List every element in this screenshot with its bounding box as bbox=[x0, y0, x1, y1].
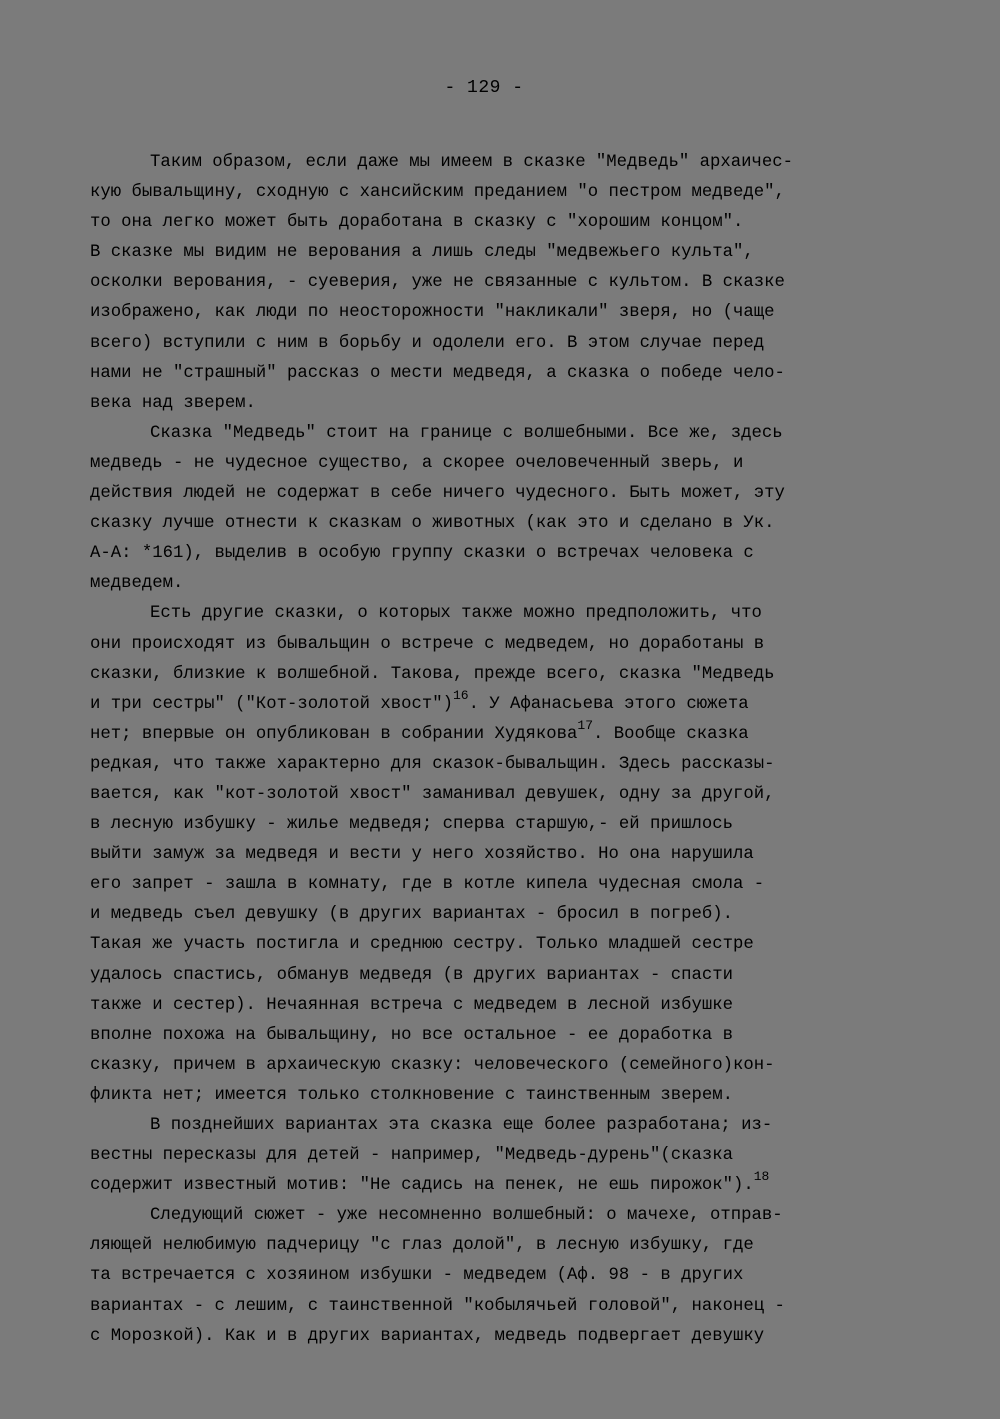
text-line-content: века над зверем. bbox=[90, 393, 256, 413]
text-line bbox=[90, 1021, 920, 1051]
text-line bbox=[90, 238, 920, 268]
text-line bbox=[90, 810, 920, 840]
text-line-content: выйти замуж за медведя и вести у него хозяйство. Но она нарушила bbox=[90, 845, 754, 865]
text-line-content: Есть другие сказки, о которых также можно предположить, что bbox=[150, 604, 762, 624]
text-line-content: В сказке мы видим не верования а лишь следы "медвежьего культа", bbox=[90, 243, 754, 263]
text-line-continuation: . Вообще сказка bbox=[593, 724, 749, 744]
text-line-content: всего) вступили с ним в борьбу и одолели его. В этом случае перед bbox=[90, 333, 765, 353]
text-line-content: действия людей не содержат в себе ничего чудесного. Быть может, эту bbox=[90, 484, 785, 504]
text-line bbox=[90, 1201, 920, 1231]
text-line bbox=[90, 720, 920, 750]
text-line-content: в лесную избушку - жилье медведя; сперва старшую,- ей пришлось bbox=[90, 815, 733, 835]
text-line bbox=[90, 208, 920, 238]
text-line-content: медведь - не чудесное существо, а скорее очеловеченный зверь, и bbox=[90, 453, 744, 473]
text-line-content: содержит известный мотив: "Не садись на пенек, не ешь пирожок"). bbox=[90, 1176, 754, 1196]
text-line-content: они происходят из бывальщин о встрече с медведем, но доработаны в bbox=[90, 634, 765, 654]
text-line bbox=[90, 509, 920, 539]
text-line bbox=[90, 1231, 920, 1261]
text-line bbox=[90, 780, 920, 810]
text-line bbox=[90, 961, 920, 991]
text-line bbox=[90, 599, 920, 629]
text-line-content: вается, как "кот-золотой хвост" заманивал девушек, одну за другой, bbox=[90, 784, 775, 804]
text-line bbox=[90, 750, 920, 780]
text-line-content: то она легко может быть доработана в сказку с "хорошим концом". bbox=[90, 213, 744, 233]
text-line-content: сказку, причем в архаическую сказку: человеческого (семейного)кон- bbox=[90, 1055, 775, 1075]
text-line-content: А-А: *161), выделив в особую группу сказки о встречах человека с bbox=[90, 544, 754, 564]
text-line bbox=[90, 298, 920, 328]
text-line-content: с Морозкой). Как и в других вариантах, медведь подвергает девушку bbox=[90, 1326, 765, 1346]
text-line bbox=[90, 178, 920, 208]
footnote-marker: 17 bbox=[577, 718, 594, 734]
text-line bbox=[90, 1292, 920, 1322]
text-line bbox=[90, 449, 920, 479]
text-line bbox=[90, 148, 920, 178]
text-line-content: вариантах - с лешим, с таинственной "кобылячьей головой", наконец - bbox=[90, 1296, 785, 1316]
text-line-content: осколки верования, - суеверия, уже не связанные с культом. В сказке bbox=[90, 273, 785, 293]
text-line-content: удалось спастись, обманув медведя (в других вариантах - спасти bbox=[90, 965, 733, 985]
text-line bbox=[90, 660, 920, 690]
text-line-content: сказку лучше отнести к сказкам о животных (как это и сделано в Ук. bbox=[90, 514, 775, 534]
text-line bbox=[90, 630, 920, 660]
text-line-continuation: . У Афанасьева этого сюжета bbox=[468, 694, 749, 714]
text-line-content: В позднейших вариантах эта сказка еще более разработана; из- bbox=[150, 1116, 773, 1135]
page-number: - 129 - bbox=[444, 78, 524, 98]
text-line-content: его запрет - зашла в комнату, где в котле кипела чудесная смола - bbox=[90, 875, 765, 895]
text-line bbox=[90, 359, 920, 389]
text-line-content: и три сестры" ("Кот-золотой хвост") bbox=[90, 694, 453, 714]
text-line bbox=[90, 1141, 920, 1171]
text-line-content: и медведь съел девушку (в других вариантах - бросил в погреб). bbox=[90, 905, 733, 925]
text-line bbox=[90, 1261, 920, 1291]
text-line bbox=[90, 900, 920, 930]
text-line-content: нет; впервые он опубликован в собрании Худякова bbox=[90, 724, 578, 744]
text-line bbox=[90, 1051, 920, 1081]
text-line-content: кую бывальщину, сходную с хансийским преданием "о пестром медведе", bbox=[90, 183, 785, 203]
text-line bbox=[90, 1081, 920, 1111]
text-line bbox=[90, 1111, 920, 1141]
text-line bbox=[90, 268, 920, 298]
text-line-content: вестны пересказы для детей - например, "Медведь-дурень"(сказка bbox=[90, 1146, 733, 1166]
text-line bbox=[90, 840, 920, 870]
text-line bbox=[90, 1322, 920, 1352]
text-line bbox=[90, 479, 920, 509]
body-text bbox=[90, 148, 920, 1352]
text-line-content: фликта нет; имеется только столкновение с таинственным зверем. bbox=[90, 1085, 733, 1105]
text-line-content: Сказка "Медведь" стоит на границе с волшебными. Все же, здесь bbox=[150, 423, 783, 443]
text-line bbox=[90, 1171, 920, 1201]
text-line bbox=[90, 687, 920, 720]
text-line-content: сказки, близкие к волшебной. Такова, прежде всего, сказка "Медведь bbox=[90, 664, 775, 684]
text-line bbox=[90, 870, 920, 900]
text-line-content: Следующий сюжет - уже несомненно волшебный: о мачехе, отправ- bbox=[150, 1206, 783, 1226]
text-line bbox=[90, 991, 920, 1021]
text-line bbox=[90, 329, 920, 359]
text-line bbox=[90, 569, 920, 599]
text-line-content: вполне похожа на бывальщину, но все остальное - ее доработка в bbox=[90, 1025, 733, 1045]
text-line bbox=[90, 539, 920, 569]
text-line-content: также и сестер). Нечаянная встреча с медведем в лесной избушке bbox=[90, 995, 733, 1015]
text-line-content: ляющей нелюбимую падчерицу "с глаз долой", в лесную избушку, где bbox=[90, 1236, 754, 1256]
footnote-marker: 16 bbox=[452, 687, 469, 703]
text-line-content: Такая же участь постигла и среднюю сестру. Только младшей сестре bbox=[90, 935, 754, 955]
text-line-content: та встречается с хозяином избушки - медведем (Аф. 98 - в других bbox=[90, 1266, 744, 1286]
text-line bbox=[90, 930, 920, 960]
text-line-content: Таким образом, если даже мы имеем в сказке "Медведь" архаичес- bbox=[150, 153, 793, 172]
text-line-content: нами не "страшный" рассказ о мести медведя, а сказка о победе чело- bbox=[90, 363, 785, 383]
text-line-content: медведем. bbox=[90, 574, 184, 594]
text-line bbox=[90, 389, 920, 419]
text-line-content: изображено, как люди по неосторожности "накликали" зверя, но (чаще bbox=[90, 303, 775, 323]
footnote-marker: 18 bbox=[753, 1169, 770, 1185]
text-line bbox=[90, 419, 920, 449]
text-line-content: редкая, что также характерно для сказок-бывальщин. Здесь рассказы- bbox=[90, 754, 775, 774]
